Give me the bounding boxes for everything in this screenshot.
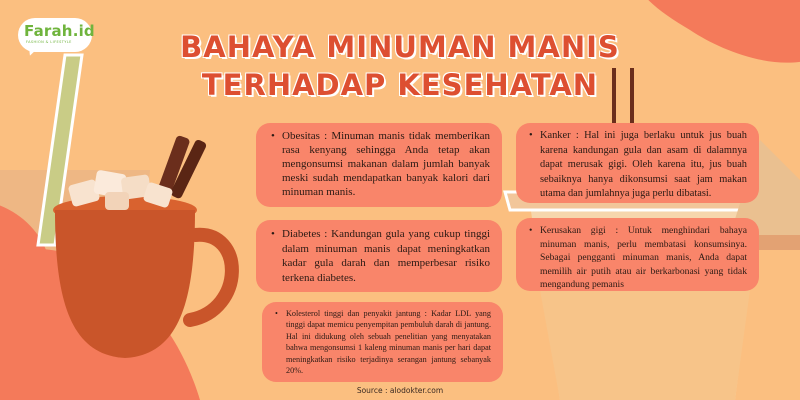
card-kanker <box>516 123 759 203</box>
card-obesitas-text: • Obesitas : Minuman manis tidak memberikan rasa kenyang sehingga Anda tetap akan mengonsumsi makanan dalam jumlah banyak meski sudah mendapatkan banyak kalori dari minuman manis. <box>270 129 490 199</box>
source-credit: Source : alodokter.com <box>356 386 444 395</box>
card-kanker-text: • Kanker : Hal ini juga berlaku untuk jus buah karena kandungan gula dan asam di dalamnya dapat merusak gigi. Oleh karena itu, jus buah sebaiknya hanya dikonsumsi saat jam makan utama dan jumlahnya juga perlu dibatasi. <box>528 129 747 202</box>
mug-icon <box>53 196 232 358</box>
logo-tagline: FASHION & LIFESTYLE <box>26 40 72 44</box>
card-obesitas <box>256 123 502 207</box>
card-diabetes <box>256 220 502 292</box>
card-kolesterol-text: • Kolesterol tinggi dan penyakit jantung : Kadar LDL yang tinggi dapat memicu penyempitan pembuluh darah di jantung. Hal ini didukung oleh sebuah penelitian yang menyatakan bahwa mengonsumsi 1 kaleng minuman manis per hari dapat meningkatkan risiko terjadinya serangan jantung sebanyak 20%. <box>274 308 491 376</box>
page-title <box>150 28 650 104</box>
brand-logo <box>18 18 94 58</box>
card-kerusakan-text: • Kerusakan gigi : Untuk menghindari bahaya minuman manis, perlu membatasi konsumsinya. Sebagai pengganti minuman manis, Anda dapat memilih air putih atau air berkarbonasi yang tidak mengandung pemanis <box>528 224 747 292</box>
top-right-blob <box>640 0 800 63</box>
title-line-2: TERHADAP KESEHATAN <box>201 68 599 102</box>
logo-bubble-tail <box>24 42 39 57</box>
title-line-1: BAHAYA MINUMAN MANIS <box>180 30 620 64</box>
card-kerusakan-gigi <box>516 218 759 291</box>
logo-name: Farah.id <box>24 22 95 40</box>
card-diabetes-text: • Diabetes : Kandungan gula yang cukup tinggi dalam minuman manis dapat meningkatkan kadar gula darah dan memperbesar risiko terkena diabetes. <box>270 227 490 285</box>
card-kolesterol <box>262 302 503 382</box>
